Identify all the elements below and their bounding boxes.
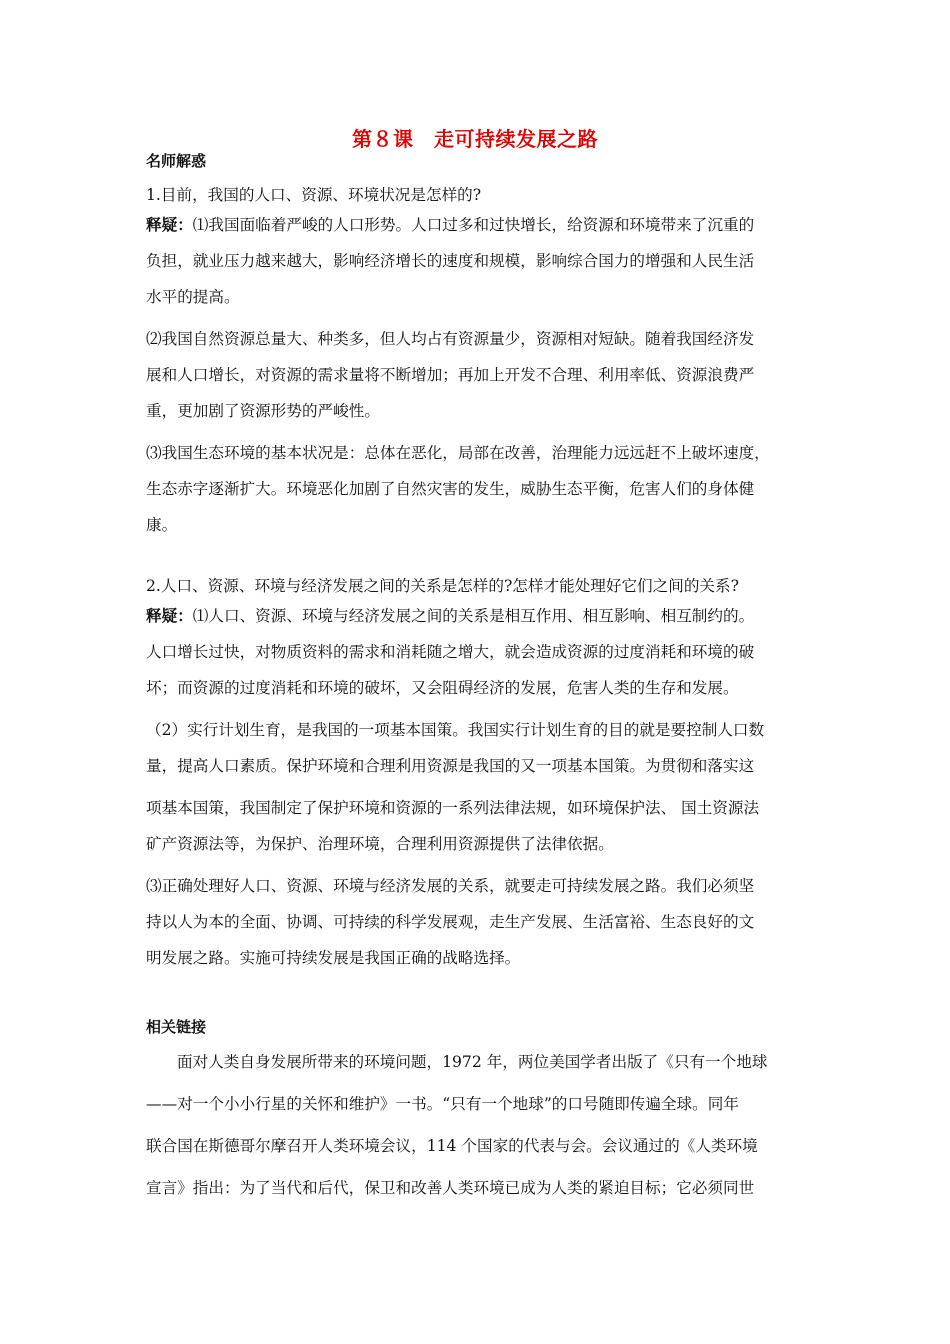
paragraph-line: ——对一个小小行星的关怀和维护》一书。“只有一个地球”的口号随即传遍全球。同年	[146, 1095, 739, 1113]
answer-1-line: ⑵我国自然资源总量大、种类多，但人均占有资源量少，资源相对短缺。随着我国经济发	[146, 330, 755, 348]
page-title: 第８课 走可持续发展之路	[352, 127, 598, 151]
qa-block-1	[146, 180, 816, 552]
answer-1-line: 释疑：⑴我国面临着严峻的人口形势。人口过多和过快增长，给资源和环境带来了沉重的	[146, 216, 755, 234]
answer-1-line: 负担，就业压力越来越大，影响经济增长的速度和规模，影响综合国力的增强和人民生活	[146, 252, 755, 270]
answer-label: 释疑：	[146, 607, 193, 625]
answer-2-line: 明发展之路。实施可持续发展是我国正确的战略选择。	[146, 949, 521, 967]
answer-1-line: 重，更加剧了资源形势的严峻性。	[146, 402, 380, 420]
answer-2-line: 人口增长过快，对物质资料的需求和消耗随之增大，就会造成资源的过度消耗和环境的破	[146, 643, 755, 661]
answer-2-line: 项基本国策，我国制定了保护环境和资源的一系列法律法规，如环境保护法、 国土资源法	[146, 799, 760, 817]
paragraph-line: 面对人类自身发展所带来的环境问题，1972 年，两位美国学者出版了《只有一个地球	[177, 1053, 768, 1071]
answer-1-line: 生态赤字逐渐扩大。环境恶化加剧了自然灾害的发生，威胁生态平衡，危害人们的身体健	[146, 480, 755, 498]
paragraph-line: 宣言》指出：为了当代和后代，保卫和改善人类环境已成为人类的紧迫目标；它必须同世	[146, 1179, 755, 1197]
answer-2-line: 释疑：⑴人口、资源、环境与经济发展之间的关系是相互作用、相互影响、相互制约的。	[146, 607, 755, 625]
answer-1-line: 康。	[146, 516, 178, 534]
answer-2-line: 坏；而资源的过度消耗和环境的破坏，又会阻碍经济的发展，危害人类的生存和发展。	[146, 679, 739, 697]
paragraph-line: 联合国在斯德哥尔摩召开人类环境会议，114 个国家的代表与会。会议通过的《人类环境	[146, 1137, 758, 1155]
answer-2-line: 矿产资源法等，为保护、治理环境，合理利用资源提供了法律依据。	[146, 835, 614, 853]
section-heading-expert-answers: 名师解惑	[146, 152, 207, 170]
qa-block-2	[146, 571, 816, 985]
related-links-paragraph	[146, 1041, 816, 1209]
answer-2-line: （2）实行计划生育，是我国的一项基本国策。我国实行计划生育的目的就是要控制人口数	[146, 721, 765, 739]
answer-label: 释疑：	[146, 216, 193, 234]
question-1: 1.目前，我国的人口、资源、环境状况是怎样的?	[146, 186, 482, 204]
answer-2-line: 持以人为本的全面、协调、可持续的科学发展观，走生产发展、生活富裕、生态良好的文	[146, 913, 755, 931]
answer-2-line: ⑶正确处理好人口、资源、环境与经济发展的关系，就要走可持续发展之路。我们必须坚	[146, 877, 755, 895]
question-2: 2.人口、资源、环境与经济发展之间的关系是怎样的?怎样才能处理好它们之间的关系?	[146, 577, 739, 595]
answer-2-line: 量，提高人口素质。保护环境和合理利用资源是我国的又一项基本国策。为贯彻和落实这	[146, 757, 755, 775]
section-heading-related-links: 相关链接	[146, 1018, 207, 1036]
answer-1-line: 展和人口增长，对资源的需求量将不断增加；再加上开发不合理、利用率低、资源浪费严	[146, 366, 755, 384]
answer-1-line: 水平的提高。	[146, 288, 240, 306]
answer-1-line: ⑶我国生态环境的基本状况是：总体在恶化，局部在改善，治理能力远远赶不上破坏速度，	[146, 444, 770, 462]
